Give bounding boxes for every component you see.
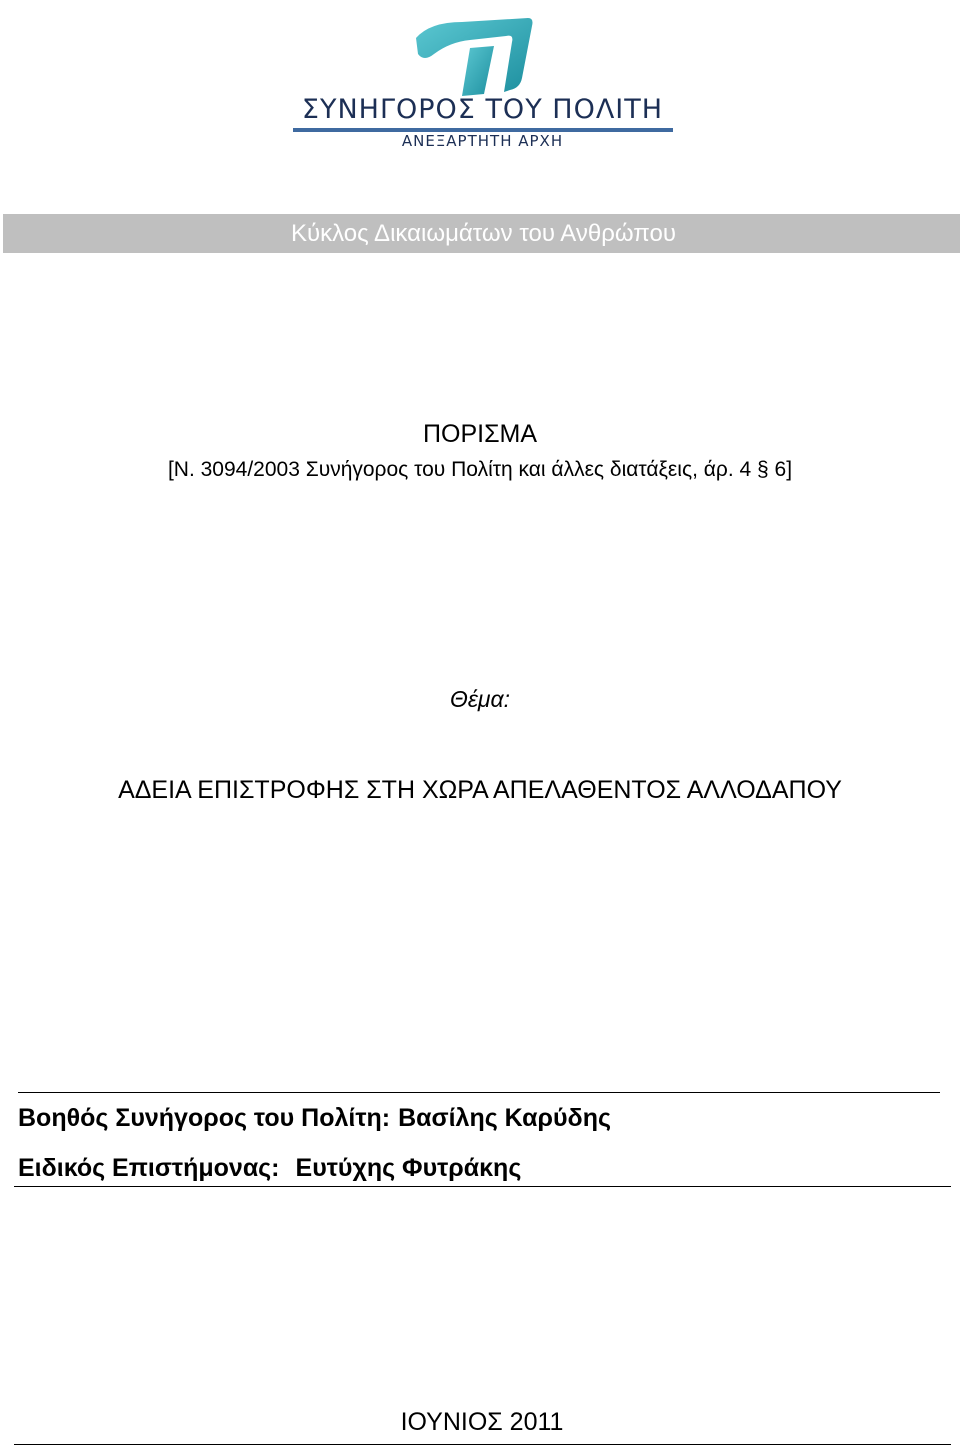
staff-row-deputy [18, 1104, 611, 1133]
staff-role: Ειδικός Επιστήμονας: [18, 1154, 280, 1182]
staff-row-specialist [18, 1154, 521, 1183]
divider-bottom [14, 1444, 951, 1445]
banner-text: Κύκλος Δικαιωμάτων του Ανθρώπου [291, 220, 676, 247]
staff-name: Βασίλης Καρύδης [398, 1104, 611, 1132]
publication-date [0, 1408, 960, 1437]
date-text: ΙΟΥΝΙΟΣ 2011 [400, 1408, 564, 1436]
subject-label: Θέμα: [449, 686, 511, 712]
ombudsman-logo [285, 8, 680, 153]
subject-heading: ΑΔΕΙΑ ΕΠΙΣΤΡΟΦΗΣ ΣΤΗ ΧΩΡΑ ΑΠΕΛΑΘΕΝΤΟΣ ΑΛΛΟΔΑΠΟΥ [118, 776, 842, 804]
logo-name: ΣΥΝΗΓΟΡΟΣ ΤΟΥ ΠΟΛΙΤΗ [301, 94, 664, 125]
cycle-banner [3, 214, 960, 253]
staff-name: Ευτύχης Φυτράκης [295, 1154, 522, 1182]
logo-mark-icon [410, 8, 540, 98]
document-title: ΠΟΡΙΣΜΑ [422, 420, 538, 448]
divider-top [18, 1092, 940, 1093]
law-reference: [Ν. 3094/2003 Συνήγορος του Πολίτη και άλλες διατάξεις, άρ. 4 § 6] [167, 458, 793, 481]
staff-role: Βοηθός Συνήγορος του Πολίτη: [18, 1104, 391, 1132]
divider-middle [14, 1186, 951, 1187]
logo-subtitle: ΑΝΕΞΑΡΤΗΤΗ ΑΡΧΗ [401, 132, 564, 150]
